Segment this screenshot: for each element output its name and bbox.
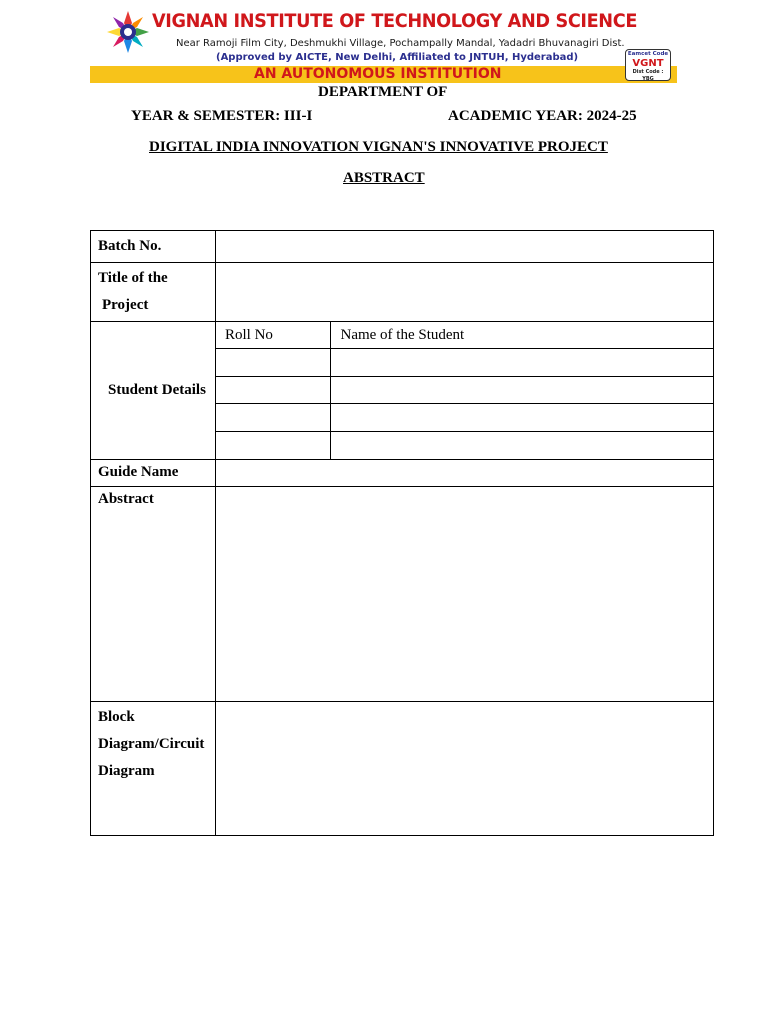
institute-logo-icon — [106, 10, 150, 54]
project-title-label — [91, 263, 216, 322]
project-title-field[interactable] — [215, 263, 713, 322]
block-diagram-label — [91, 701, 216, 835]
student-details-cell — [215, 322, 713, 460]
dist-code: Dist Code : YBG — [632, 69, 664, 82]
guide-name-label: Guide Name — [91, 459, 216, 486]
department-heading: DEPARTMENT OF — [318, 84, 448, 100]
roll-no-field[interactable] — [216, 349, 331, 377]
academic-year: ACADEMIC YEAR: 2024-25 — [448, 108, 637, 124]
abstract-heading: ABSTRACT — [343, 170, 425, 186]
project-form-table — [90, 230, 714, 836]
roll-no-field[interactable] — [216, 404, 331, 432]
student-name-field[interactable] — [331, 432, 713, 459]
roll-no-header: Roll No — [216, 322, 331, 349]
project-title: DIGITAL INDIA INNOVATION VIGNAN'S INNOVATIVE PROJECT — [149, 139, 608, 155]
abstract-field[interactable] — [215, 486, 713, 701]
project-title-label-line1: Title of the — [98, 270, 168, 286]
table-row — [91, 459, 714, 486]
student-name-header: Name of the Student — [331, 322, 713, 349]
table-row — [91, 231, 714, 263]
institute-address: Near Ramoji Film City, Deshmukhi Village, Pochampally Mandal, Yadadri Bhuvanagiri Dist. — [176, 38, 625, 49]
block-diagram-field[interactable] — [215, 701, 713, 835]
eamcet-code-badge — [625, 49, 671, 81]
approval-note: (Approved by AICTE, New Delhi, Affiliated to JNTUH, Hyderabad) — [216, 52, 579, 63]
table-row — [216, 377, 713, 404]
roll-no-field[interactable] — [216, 432, 331, 459]
table-row — [216, 432, 713, 459]
table-row — [216, 322, 713, 349]
abstract-label: Abstract — [91, 486, 216, 701]
eamcet-code: VGNT — [632, 58, 664, 69]
autonomous-label: AN AUTONOMOUS INSTITUTION — [254, 66, 502, 82]
year-semester: YEAR & SEMESTER: III-I — [131, 108, 313, 124]
batch-no-label: Batch No. — [91, 231, 216, 263]
table-row — [91, 322, 714, 460]
table-row — [91, 263, 714, 322]
student-details-table — [216, 322, 713, 459]
student-name-field[interactable] — [331, 404, 713, 432]
block-diagram-label-line3: Diagram — [98, 762, 155, 779]
block-diagram-label-line2: Diagram/Circuit — [98, 735, 205, 752]
institute-name: VIGNAN INSTITUTE OF TECHNOLOGY AND SCIENCE — [152, 10, 638, 32]
batch-no-field[interactable] — [215, 231, 713, 263]
table-row — [216, 349, 713, 377]
roll-no-field[interactable] — [216, 377, 331, 404]
block-diagram-label-line1: Block — [98, 708, 135, 725]
table-row — [91, 486, 714, 701]
table-row — [216, 404, 713, 432]
student-details-label: Student Details — [91, 322, 216, 460]
project-title-label-line2: Project — [102, 297, 149, 313]
student-name-field[interactable] — [331, 349, 713, 377]
eamcet-label: Eamcet Code — [627, 51, 669, 57]
student-name-field[interactable] — [331, 377, 713, 404]
guide-name-field[interactable] — [215, 459, 713, 486]
table-row — [91, 701, 714, 835]
header-banner — [90, 8, 677, 84]
